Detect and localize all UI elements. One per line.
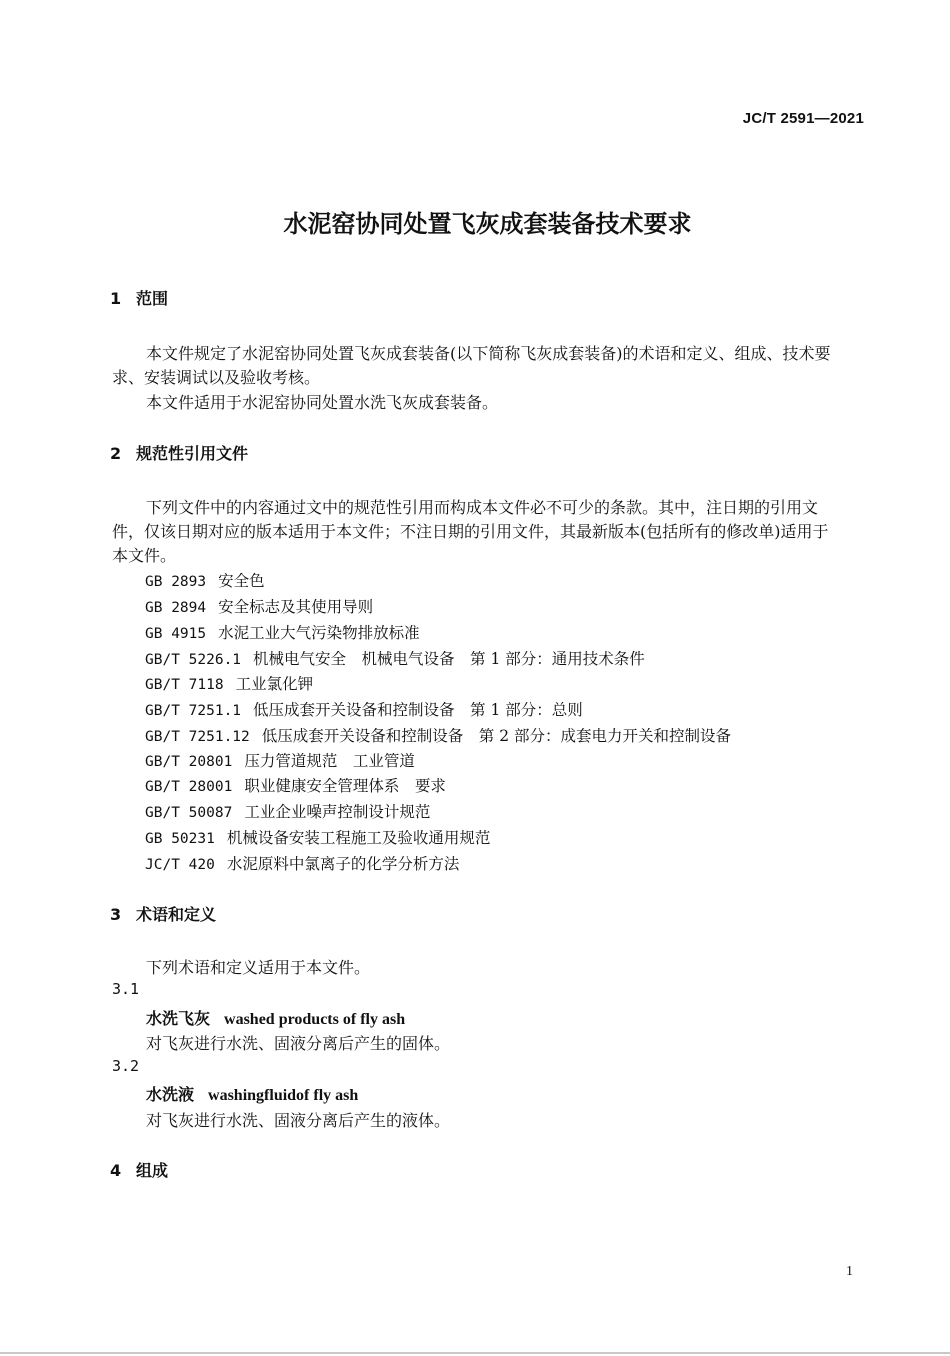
paragraph-line: 求、安装调试以及验收考核。	[112, 368, 321, 387]
document-title: 水泥窑协同处置飞灰成套装备技术要求	[283, 210, 692, 238]
reference-title: 机械设备安装工程施工及验收通用规范	[226, 829, 491, 847]
reference-code: GB/T 20801	[145, 754, 233, 770]
reference-code: GB/T 7118	[145, 677, 224, 693]
reference-code: GB/T 7251.1	[145, 703, 242, 719]
term-number: 3.1	[112, 980, 140, 998]
reference-code: GB/T 28001	[145, 779, 233, 795]
paragraph-line: 下列文件中的内容通过文中的规范性引用而构成本文件必不可少的条款。其中，注日期的引用文	[146, 498, 819, 517]
term-zh: 水洗飞灰	[146, 1009, 211, 1028]
reference-item	[145, 621, 420, 643]
page-number: 1	[846, 1264, 853, 1279]
paragraph-line: 本文件适用于水泥窑协同处置水洗飞灰成套装备。	[146, 393, 499, 412]
section-title: 组成	[136, 1161, 169, 1180]
reference-item	[145, 749, 415, 771]
reference-title: 职业健康安全管理体系 要求	[244, 777, 446, 795]
section-number: 3	[110, 905, 122, 924]
section-heading-terms	[110, 902, 216, 925]
reference-code: GB/T 5226.1	[145, 652, 242, 668]
paragraph-line: 下列术语和定义适用于本文件。	[146, 958, 371, 977]
term-definition: 对飞灰进行水洗、固液分离后产生的固体。	[146, 1034, 451, 1053]
reference-item	[145, 698, 583, 720]
reference-item	[145, 774, 446, 796]
reference-title: 压力管道规范 工业管道	[244, 752, 415, 770]
reference-title: 工业企业噪声控制设计规范	[244, 803, 431, 821]
reference-code: GB 2893	[145, 574, 207, 590]
reference-title: 低压成套开关设备和控制设备 第 2 部分：成套电力开关和控制设备	[261, 727, 731, 745]
reference-title: 低压成套开关设备和控制设备 第 1 部分：总则	[253, 701, 583, 719]
term-en: washingfluidof fly ash	[208, 1087, 359, 1104]
reference-title: 安全标志及其使用导则	[218, 598, 374, 616]
reference-title: 安全色	[218, 572, 265, 590]
reference-item	[145, 569, 265, 591]
reference-title: 工业氯化钾	[235, 675, 314, 693]
section-heading-composition	[110, 1158, 168, 1181]
reference-item	[145, 800, 430, 822]
reference-item	[145, 826, 490, 848]
reference-code: GB 4915	[145, 626, 207, 642]
term-number: 3.2	[112, 1057, 140, 1075]
paragraph-line: 本文件规定了水泥窑协同处置飞灰成套装备(以下简称飞灰成套装备)的术语和定义、组成、技术要	[146, 344, 831, 363]
reference-item	[145, 724, 731, 746]
section-heading-scope	[110, 286, 168, 309]
reference-title: 机械电气安全 机械电气设备 第 1 部分：通用技术条件	[253, 650, 645, 668]
section-number: 2	[110, 444, 122, 463]
reference-code: GB 2894	[145, 600, 207, 616]
section-title: 范围	[136, 289, 169, 308]
section-title: 规范性引用文件	[136, 444, 249, 463]
reference-item	[145, 595, 373, 617]
term-en: washed products of fly ash	[224, 1011, 406, 1028]
section-number: 1	[110, 289, 122, 308]
reference-code: GB/T 7251.12	[145, 729, 250, 745]
term-zh: 水洗液	[146, 1085, 195, 1104]
section-heading-normative-refs	[110, 441, 248, 464]
paragraph-line: 件，仅该日期对应的版本适用于本文件；不注日期的引用文件，其最新版本(包括所有的修改单)适用于	[112, 522, 829, 541]
reference-title: 水泥原料中氯离子的化学分析方法	[226, 855, 460, 873]
reference-item	[145, 852, 459, 874]
section-title: 术语和定义	[136, 905, 217, 924]
reference-title: 水泥工业大气污染物排放标准	[218, 624, 420, 642]
page-edge-rule	[0, 1352, 950, 1354]
reference-code: GB 50231	[145, 831, 215, 847]
standard-code: JC/T 2591—2021	[742, 110, 864, 127]
reference-code: JC/T 420	[145, 857, 215, 873]
reference-item	[145, 647, 645, 669]
paragraph-line: 本文件。	[112, 546, 177, 565]
reference-code: GB/T 50087	[145, 805, 233, 821]
term-name	[146, 1006, 405, 1029]
section-number: 4	[110, 1161, 122, 1180]
term-definition: 对飞灰进行水洗、固液分离后产生的液体。	[146, 1111, 451, 1130]
term-name	[146, 1082, 358, 1105]
reference-item	[145, 672, 313, 694]
